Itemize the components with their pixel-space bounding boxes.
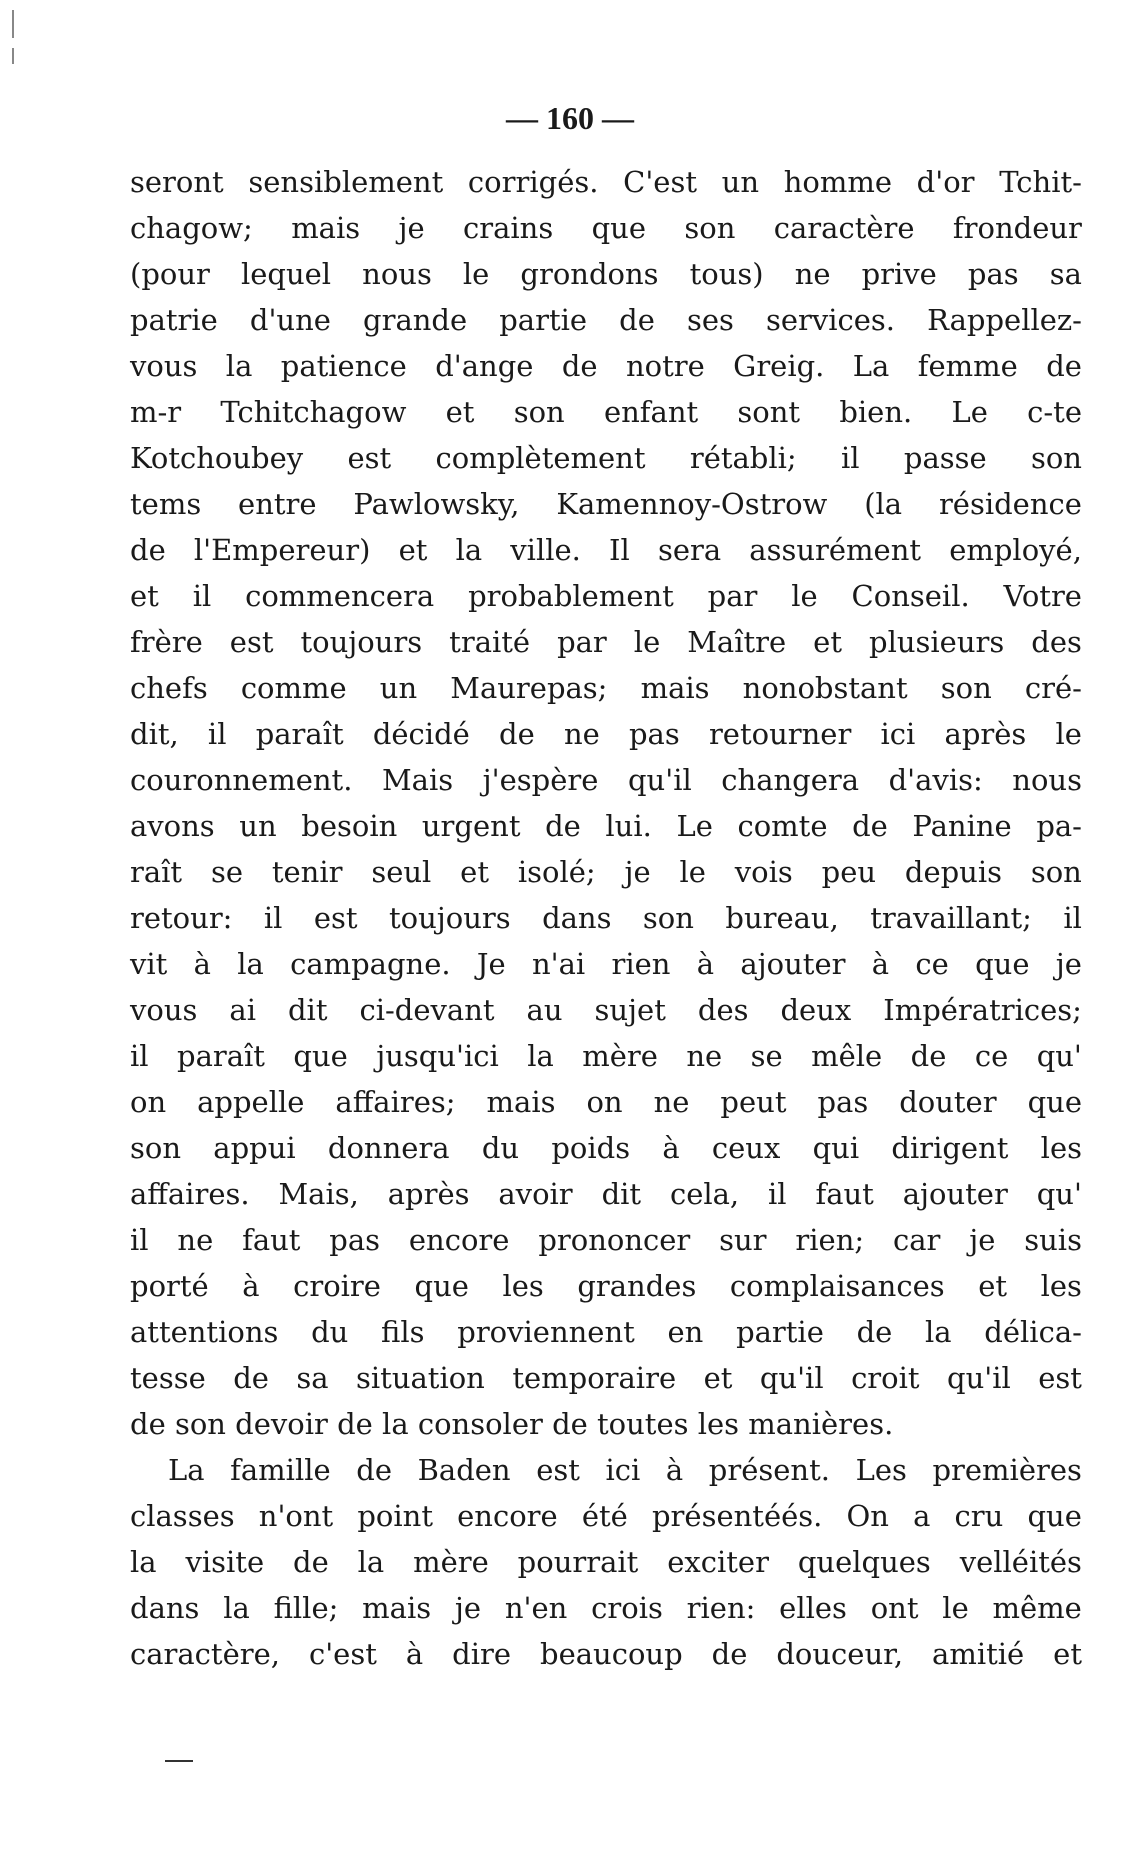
footer-rule	[165, 1760, 193, 1762]
text-line: avons un besoin urgent de lui. Le comte de Panine pa-	[130, 809, 1082, 843]
text-line: la visite de la mère pourrait exciter quelques velléités	[130, 1545, 1082, 1579]
body-text	[130, 159, 1082, 1677]
scan-edge-mark-top	[12, 10, 14, 38]
text-line: (pour lequel nous le grondons tous) ne prive pas sa	[130, 257, 1082, 291]
text-line: frère est toujours traité par le Maître et plusieurs des	[130, 625, 1082, 659]
text-line: dit, il paraît décidé de ne pas retourner ici après le	[130, 717, 1082, 751]
text-line: vous la patience d'ange de notre Greig. La femme de	[130, 349, 1082, 383]
text-line: attentions du fils proviennent en partie de la délica-	[130, 1315, 1082, 1349]
text-line: classes n'ont point encore été présentéés. On a cru que	[130, 1499, 1082, 1533]
page-number: — 160 —	[506, 100, 634, 136]
text-line: de l'Empereur) et la ville. Il sera assurément employé,	[130, 533, 1082, 567]
text-line: son appui donnera du poids à ceux qui dirigent les	[130, 1131, 1082, 1165]
text-line: couronnement. Mais j'espère qu'il changera d'avis: nous	[130, 763, 1082, 797]
text-line: La famille de Baden est ici à présent. Les premières	[168, 1453, 1082, 1487]
text-line: vous ai dit ci-devant au sujet des deux Impératrices;	[130, 993, 1082, 1027]
text-line: de son devoir de la consoler de toutes les manières.	[130, 1407, 894, 1441]
text-line: on appelle affaires; mais on ne peut pas douter que	[130, 1085, 1082, 1119]
text-line: m-r Tchitchagow et son enfant sont bien. Le c-te	[130, 395, 1082, 429]
text-line: porté à croire que les grandes complaisances et les	[130, 1269, 1082, 1303]
text-line: et il commencera probablement par le Conseil. Votre	[130, 579, 1082, 613]
text-line: dans la fille; mais je n'en crois rien: elles ont le même	[130, 1591, 1082, 1625]
text-line: Kotchoubey est complètement rétabli; il passe son	[130, 441, 1082, 475]
text-line: vit à la campagne. Je n'ai rien à ajouter à ce que je	[130, 947, 1082, 981]
text-line: chefs comme un Maurepas; mais nonobstant son cré-	[130, 671, 1082, 705]
text-line: chagow; mais je crains que son caractère frondeur	[130, 211, 1082, 245]
text-line: tems entre Pawlowsky, Kamennoy-Ostrow (la résidence	[130, 487, 1082, 521]
text-line: patrie d'une grande partie de ses services. Rappellez-	[130, 303, 1082, 337]
text-line: raît se tenir seul et isolé; je le vois peu depuis son	[130, 855, 1082, 889]
text-line: caractère, c'est à dire beaucoup de douceur, amitié et	[130, 1637, 1082, 1671]
text-line: retour: il est toujours dans son bureau, travaillant; il	[130, 901, 1082, 935]
scan-edge-mark-bottom	[12, 48, 14, 64]
text-line: seront sensiblement corrigés. C'est un homme d'or Tchit-	[130, 165, 1082, 199]
text-line: il ne faut pas encore prononcer sur rien; car je suis	[130, 1223, 1082, 1257]
text-line: tesse de sa situation temporaire et qu'il croit qu'il est	[130, 1361, 1082, 1395]
text-line: il paraît que jusqu'ici la mère ne se mêle de ce qu'	[130, 1039, 1082, 1073]
text-line: affaires. Mais, après avoir dit cela, il faut ajouter qu'	[130, 1177, 1082, 1211]
